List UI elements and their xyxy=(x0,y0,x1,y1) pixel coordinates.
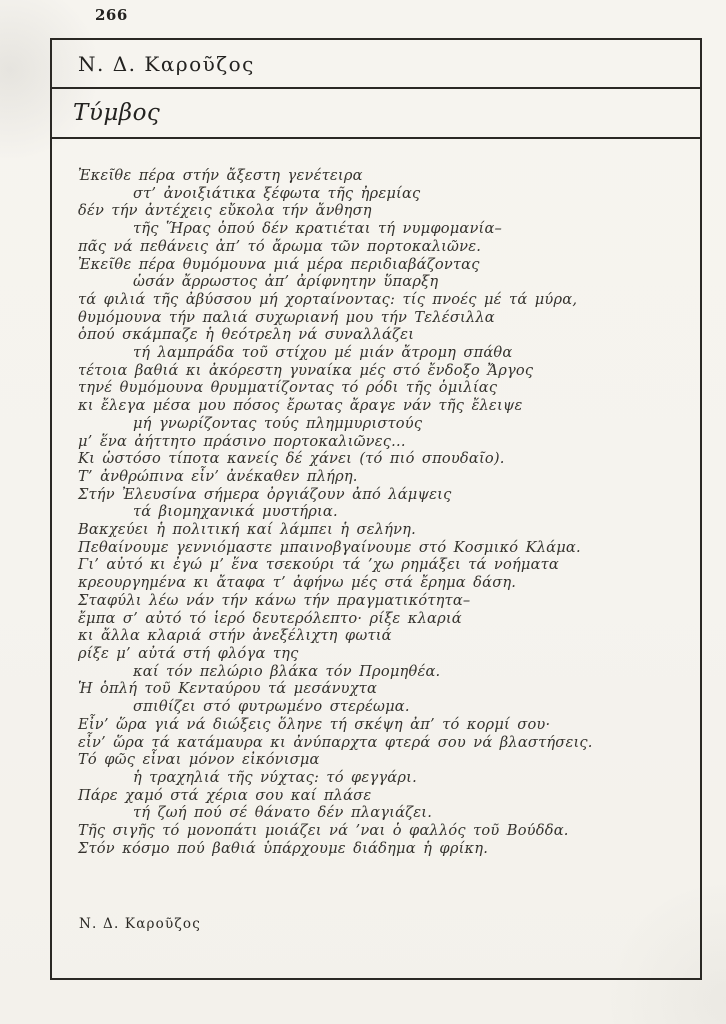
footer-author-row xyxy=(79,916,201,932)
poem-line: Βακχεύει ἡ πολιτική καί λάμπει ἡ σελήνη. xyxy=(78,521,416,539)
poem-line: τή ζωή πού σέ θάνατο δέν πλαγιάζει. xyxy=(133,804,433,822)
poem-title: Τύμβος xyxy=(73,100,161,126)
poem-body xyxy=(52,139,700,857)
poem-line: Ἐκεῖθε πέρα θυμόμουνα μιά μέρα περιδιαβάζοντας xyxy=(78,255,480,273)
poem-line: κι ἔλεγα μέσα μου πόσος ἔρωτας ἄραγε νάν τῆς ἔλειψε xyxy=(78,397,523,415)
poem-line: θυμόμουνα τήν παλιά συχωριανή μου τήν Τελέσιλλα xyxy=(78,308,495,326)
poem-line: καί τόν πελώριο βλάκα τόν Προμηθέα. xyxy=(133,662,441,680)
poem-line: Πάρε χαμό στά χέρια σου καί πλάσε xyxy=(78,786,372,804)
author-header-row xyxy=(52,40,700,89)
poem-line: πᾶς νά πεθάνεις ἀπ’ τό ἄρωμα τῶν πορτοκαλιῶνε. xyxy=(78,237,482,255)
poem-line: Τ’ ἀνθρώπινα εἶν’ ἀνέκαθεν πλήρη. xyxy=(78,467,358,485)
poem-line: Τό φῶς εἶναι μόνον εἰκόνισμα xyxy=(78,751,320,769)
poem-line: Τῆς σιγῆς τό μονοπάτι μοιάζει νά ’ναι ὁ φαλλός τοῦ Βούδδα. xyxy=(78,822,569,840)
poem-line: Ἡ ὁπλή τοῦ Κενταύρου τά μεσάνυχτα xyxy=(78,680,378,698)
poem-line: μή γνωρίζοντας τούς πλημμυριστούς xyxy=(133,414,423,432)
poem-line: Ἐκεῖθε πέρα στήν ἄξεστη γενέτειρα xyxy=(78,167,363,184)
poem-line: Γι’ αὐτό κι ἐγώ μ’ ἕνα τσεκούρι τά ’χω ρημάξει τά νοήματα xyxy=(78,556,559,574)
poem-line: εἶν’ ὥρα τά κατάμαυρα κι ἀνύπαρχτα φτερά σου νά βλαστήσεις. xyxy=(78,733,593,751)
poem-line: ὁπού σκάμπαζε ἡ θεότρελη νά συναλλάζει xyxy=(78,326,415,344)
poem-line: στ’ ἀνοιξιάτικα ξέφωτα τῆς ἠρεμίας xyxy=(133,184,421,202)
poem-line: ὡσάν ἄρρωστος ἀπ’ ἀρίφνητην ὕπαρξη xyxy=(133,273,439,291)
poem-line: ἔμπα σ’ αὐτό τό ἱερό δευτερόλεπτο· ρίξε κλαριά xyxy=(78,609,462,627)
poem-line: τέτοια βαθιά κι ἀκόρεστη γυναίκα μές στό ἔνδοξο Ἄργος xyxy=(78,361,534,379)
poem-line: Πεθαίνουμε γεννιόμαστε μπαινοβγαίνουμε στό Κοσμικό Κλάμα. xyxy=(78,538,581,556)
poem-line: μ’ ἕνα ἀήττητο πράσινο πορτοκαλιῶνες... xyxy=(78,432,406,450)
poem-line: τά φιλιά τῆς ἀβύσσου μή χορταίνοντας: τίς πνοές μέ τά μύρα, xyxy=(78,290,578,308)
title-row xyxy=(52,89,700,139)
poem-line: τῆς Ἥρας ὁπού δέν κρατιέται τή νυμφομανία– xyxy=(133,220,503,238)
page-frame xyxy=(50,38,702,980)
poem-line: σπιθίζει στό φυτρωμένο στερέωμα. xyxy=(133,698,410,716)
poem-line: Στόν κόσμο πού βαθιά ὑπάρχουμε διάδημα ἡ φρίκη. xyxy=(78,839,489,857)
poem-line: δέν τήν ἀντέχεις εὔκολα τήν ἄνθηση xyxy=(78,202,372,220)
poem-line: τηνέ θυμόμουνα θρυμματίζοντας τό ρόδι τῆς ὁμιλίας xyxy=(78,379,498,397)
poem-line: κι ἄλλα κλαριά στήν ἀνεξέλιχτη φωτιά xyxy=(78,627,392,645)
author-header: Ν. Δ. Καροῦζος xyxy=(78,51,255,76)
page-number: 266 xyxy=(95,6,128,24)
poem-line: ἡ τραχηλιά τῆς νύχτας: τό φεγγάρι. xyxy=(133,768,417,786)
poem-line: Κι ὡστόσο τίποτα κανείς δέ χάνει (τό πιό σπουδαῖο). xyxy=(78,450,505,468)
footer-author: Ν. Δ. Καροῦζος xyxy=(79,916,202,932)
poem-line: τά βιομηχανικά μυστήρια. xyxy=(133,503,338,521)
poem-line: Στήν Ἐλευσίνα σήμερα ὀργιάζουν ἀπό λάμψεις xyxy=(78,485,452,503)
poem-line: τή λαμπράδα τοῦ στίχου μέ μιάν ἄτρομη σπάθα xyxy=(133,344,513,362)
poem-line: ρίξε μ’ αὐτά στή φλόγα της xyxy=(78,644,299,662)
poem-line: Σταφύλι λέω νάν τήν κάνω τήν πραγματικότητα– xyxy=(78,591,471,609)
poem-line: κρεουργημένα κι ἄταφα τ’ ἀφήνω μές στά ἔρημα δάση. xyxy=(78,574,517,592)
poem-line: Εἶν’ ὥρα γιά νά διώξεις ὅληνε τή σκέψη ἀπ’ τό κορμί σου· xyxy=(78,715,551,733)
